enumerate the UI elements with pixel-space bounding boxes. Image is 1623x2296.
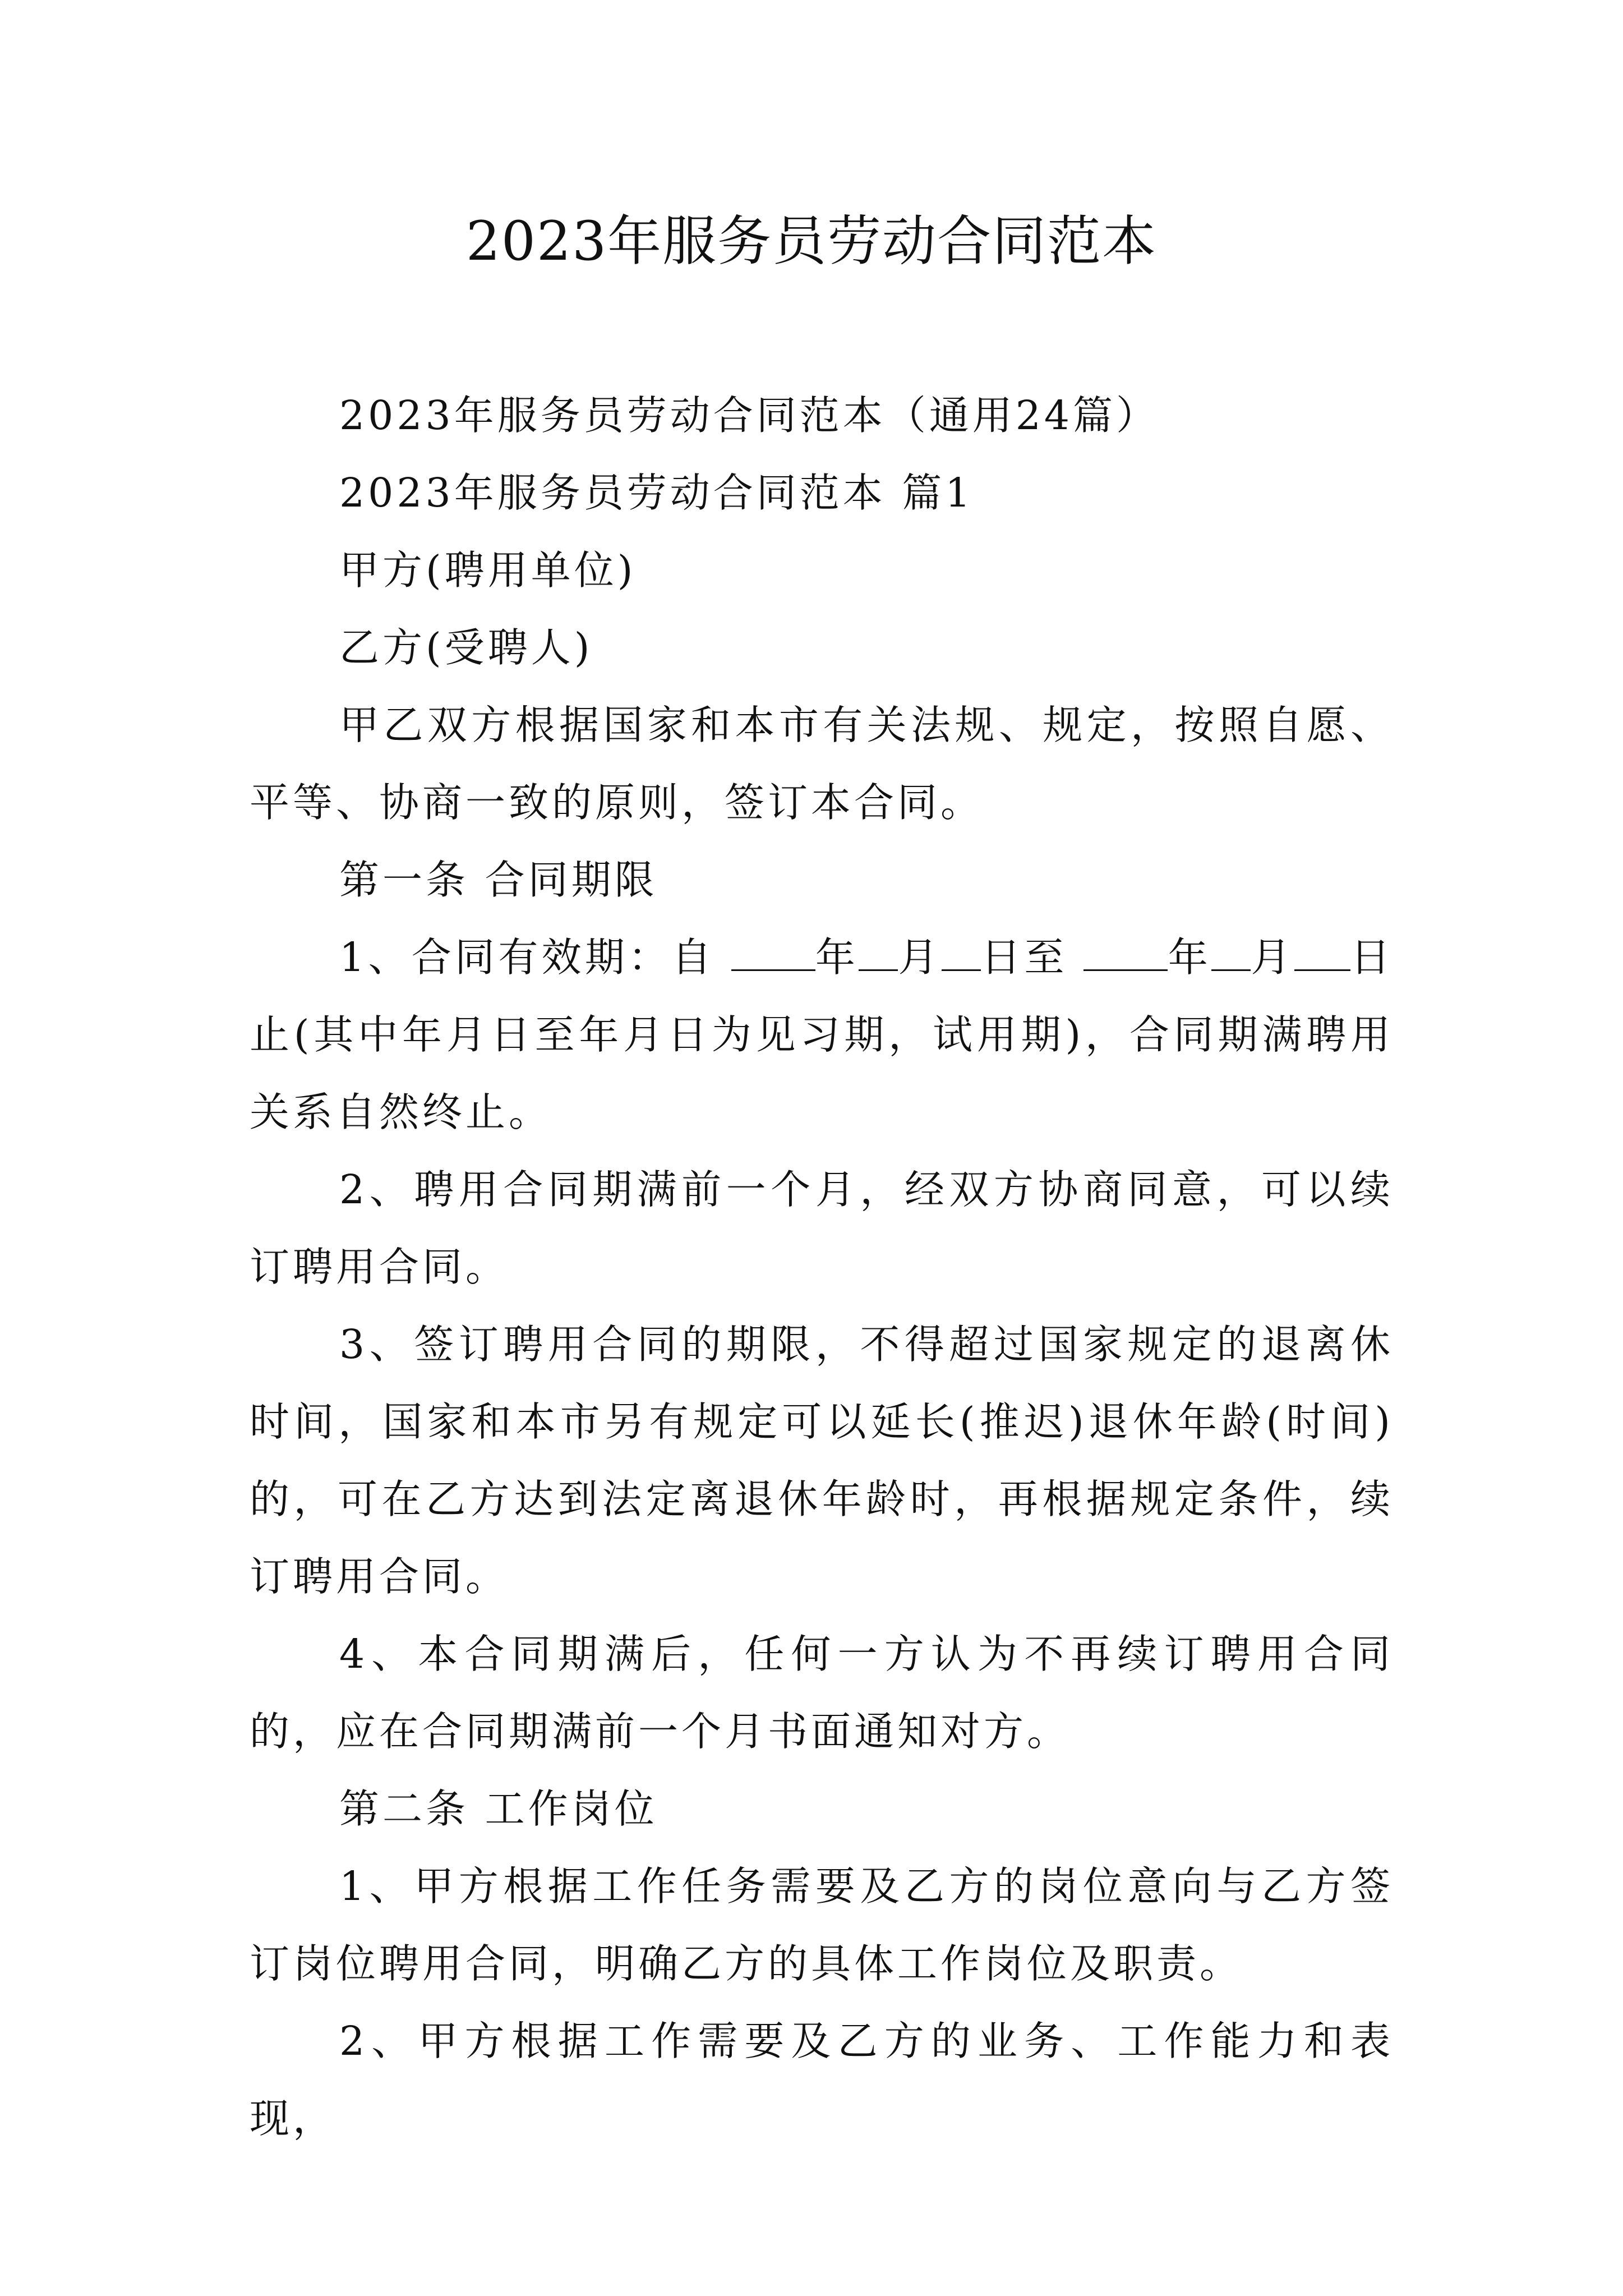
article1-heading: 第一条 合同期限 [339, 857, 658, 903]
clause1-prefix: 1、合同有效期：自 [339, 934, 731, 981]
document-body [250, 377, 1394, 2157]
intro-paragraph: 甲乙双方根据国家和本市有关法规、规定，按照自愿、平等、协商一致的原则，签订本合同。 [250, 702, 1394, 826]
article1-clause4: 4、本合同期满后，任何一方认为不再续订聘用合同的，应在合同期满前一个月书面通知对方。 [250, 1631, 1394, 1755]
day-label-1: 日至 [980, 934, 1084, 981]
year-blank-1 [731, 930, 815, 971]
article2-clause2: 2、甲方根据工作需要及乙方的业务、工作能力和表现， [250, 2018, 1394, 2142]
section-heading: 2023年服务员劳动合同范本 篇1 [339, 470, 974, 516]
party-b-line: 乙方(受聘人) [339, 624, 593, 671]
article1-clause1 [250, 919, 1394, 1151]
clause1-rest: 日止(其中年月日至年月日为见习期，试用期)，合同期满聘用关系自然终止。 [250, 934, 1394, 1135]
month-blank-1 [859, 930, 898, 971]
year-label-1: 年 [815, 934, 859, 981]
document-title: 2023年服务员劳动合同范本 [465, 210, 1158, 273]
month-blank-2 [1211, 930, 1251, 971]
article1-clause3: 3、签订聘用合同的期限，不得超过国家规定的退离休时间，国家和本市另有规定可以延长(推迟)退休年龄(时间)的，可在乙方达到法定离退休年龄时，再根据规定条件，续订聘用合同。 [250, 1321, 1394, 1600]
party-a-line: 甲方(聘用单位) [339, 547, 637, 593]
year-label-2: 年 [1168, 934, 1212, 981]
article1-clause2: 2、聘用合同期满前一个月，经双方协商同意，可以续订聘用合同。 [250, 1166, 1394, 1290]
document-subtitle: 2023年服务员劳动合同范本（通用24篇） [339, 392, 1160, 439]
day-blank-2 [1294, 930, 1350, 971]
article2-heading: 第二条 工作岗位 [339, 1786, 658, 1832]
day-blank-1 [942, 930, 981, 971]
year-blank-2 [1083, 930, 1168, 971]
article2-clause1: 1、甲方根据工作任务需要及乙方的岗位意向与乙方签订岗位聘用合同，明确乙方的具体工作岗位及职责。 [250, 1863, 1394, 1987]
month-label-2: 月 [1251, 934, 1294, 981]
month-label-1: 月 [898, 934, 942, 981]
